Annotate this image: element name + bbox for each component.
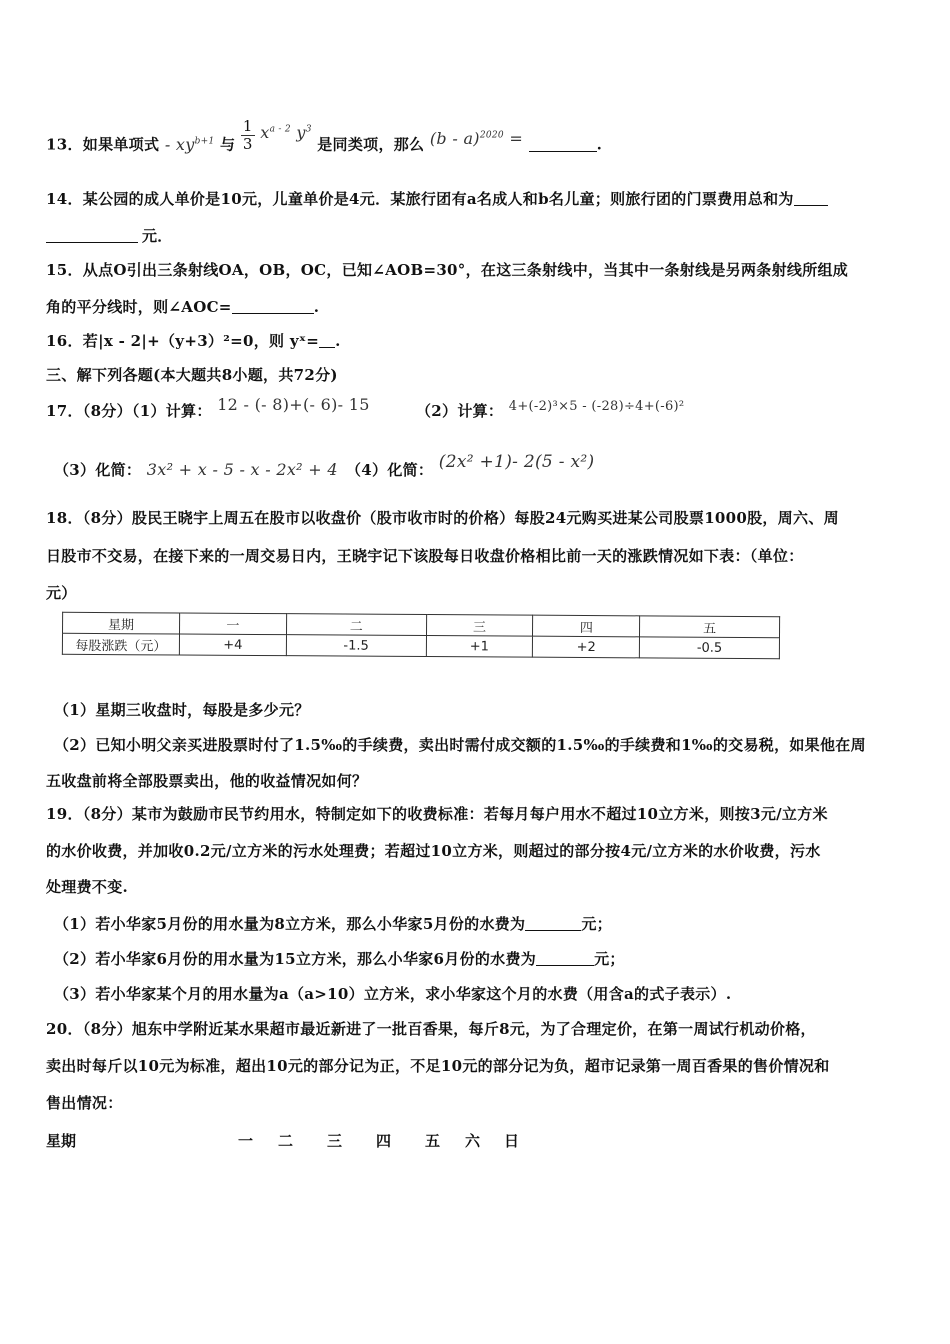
question-16: 16．若|x - 2|+（y+3）²=0，则 yˣ= .	[46, 332, 341, 350]
q19-sub1-answer-blank[interactable]	[525, 916, 581, 931]
table-cell: 五	[640, 616, 780, 638]
weekday-item: 一	[238, 1132, 254, 1150]
q15-answer-blank[interactable]	[232, 299, 314, 314]
question-14-line-1: 14．某公园的成人单价是10元，儿童单价是4元．某旅行团有a名成人和b名儿童；则旅行团的门票费用总和为	[46, 188, 828, 209]
question-18-line-1: 18．（8分）股民王晓宇上周五在股市以收盘价（股市收市时的价格）每股24元购买进某公司股票1000股，周六、周	[46, 509, 839, 527]
table-cell: +2	[533, 636, 640, 658]
question-18-line-2: 日股市不交易，在接下来的一周交易日内，王晓宇记下该股每日收盘价格相比前一天的涨跌情况如下表：（单位：	[46, 547, 804, 565]
question-17-part-4: （4）化简： (2x² +1)- 2(5 - x²)	[346, 452, 595, 479]
weekday-item: 三	[327, 1132, 343, 1150]
q13-fraction: $\frac{1}{3}$	[242, 117, 253, 153]
q13-same-type: 是同类项，那么	[317, 135, 425, 154]
weekday-item: 二	[278, 1132, 294, 1150]
question-18-sub-2-line-1: （2）已知小明父亲买进股票时付了1.5‰的手续费，卖出时需付成交额的1.5‰的手续费和1‰的交易税，如果他在周	[54, 736, 866, 754]
table-cell: +1	[426, 636, 533, 658]
question-15-line-1: 15．从点O引出三条射线OA，OB，OC，已知∠AOB=30°，在这三条射线中，当其中一条射线是另两条射线所组成	[46, 261, 849, 279]
question-17-row-1: 17．（8分）（1）计算： 12 - (- 8)+(- 6)- 15	[46, 395, 370, 420]
question-20-line-2: 卖出时每斤以10元为标准，超出10元的部分记为正，不足10元的部分记为负，超市记录第一周百香果的售价情况和	[46, 1057, 830, 1075]
table-cell: 每股涨跌（元）	[62, 633, 179, 655]
question-17-part-2: （2）计算： 4+(-2)³×5 - (-28)÷4+(-6)²	[416, 399, 685, 420]
q13-lead: 13．如果单项式	[46, 135, 160, 154]
table-cell: 星期	[63, 612, 180, 634]
q16-answer-blank[interactable]	[319, 333, 335, 348]
question-19-sub-1: （1）若小华家5月份的用水量为8立方米，那么小华家5月份的水费为 元；	[54, 915, 612, 933]
weekday-item: 四	[376, 1132, 392, 1150]
table-cell: 四	[533, 615, 640, 637]
question-17-part-3: （3）化简： 3x² + x - 5 - x - 2x² + 4	[54, 460, 338, 479]
q13-answer-blank[interactable]	[529, 137, 597, 152]
question-20-line-1: 20．（8分）旭东中学附近某水果超市最近新进了一批百香果，每斤8元，为了合理定价，在第一周试行机动价格，	[46, 1020, 816, 1038]
q17-expr-1: 12 - (- 8)+(- 6)- 15	[217, 395, 370, 414]
stock-change-table	[62, 612, 780, 659]
question-19-line-3: 处理费不变.	[46, 878, 129, 896]
q13-monomial-1: - $xy^{b+1}$	[164, 134, 215, 154]
q17-expr-2: 4+(-2)³×5 - (-28)÷4+(-6)²	[508, 399, 685, 414]
q19-sub2-answer-blank[interactable]	[536, 951, 594, 966]
q13-with: 与	[220, 135, 236, 154]
section-3-title: 三、解下列各题(本大题共8小题，共72分)	[46, 366, 338, 384]
question-19-sub-2: （2）若小华家6月份的用水量为15立方米，那么小华家6月份的水费为 元；	[54, 950, 625, 968]
weekday-item: 六	[465, 1132, 481, 1150]
q14-answer-blank-a[interactable]	[794, 191, 828, 206]
table-cell: 一	[180, 613, 287, 635]
question-18-sub-1: （1）星期三收盘时，每股是多少元？	[54, 701, 310, 719]
table-cell: 三	[426, 615, 533, 637]
q17-expr-4: (2x² +1)- 2(5 - x²)	[438, 452, 595, 472]
q13-monomial-2: $x^{a - 2}$ $y^3$	[260, 122, 312, 142]
weekday-item: 日	[504, 1132, 520, 1150]
question-15-line-2: 角的平分线时，则∠AOC= .	[46, 298, 320, 316]
table-row	[62, 633, 779, 658]
table-cell: -1.5	[286, 635, 426, 657]
question-18-sub-2-line-2: 五收盘前将全部股票卖出，他的收益情况如何？	[46, 772, 368, 790]
q17-expr-3: 3x² + x - 5 - x - 2x² + 4	[146, 460, 338, 479]
question-14-line-2: 元．	[46, 225, 173, 246]
table-cell: 二	[286, 614, 426, 636]
table-cell: +4	[179, 634, 286, 656]
weekday-item: 五	[425, 1132, 441, 1150]
q13-expression: (b - a)$^{2020}$ =	[429, 128, 524, 148]
question-20-line-3: 售出情况：	[46, 1094, 123, 1112]
table-cell: -0.5	[640, 637, 780, 659]
weekday-label: 星期	[46, 1132, 77, 1150]
question-19-line-1: 19．（8分）某市为鼓励市民节约用水，特制定如下的收费标准：若每月每户用水不超过10立方米，则按3元/立方米	[46, 805, 828, 823]
question-18-line-3: 元）	[46, 584, 77, 602]
question-19-sub-3: （3）若小华家某个月的用水量为a（a>10）立方米，求小华家这个月的水费（用含a的式子表示）.	[54, 985, 732, 1003]
question-13: 13．如果单项式 - $xy^{b+1}$ 与 $\frac{1}{3}$ $x^{a - 2}$ $y^3$ 是同类项，那么 (b - a)$^{2020}$ = .	[46, 117, 603, 154]
q14-answer-blank-b[interactable]	[46, 228, 138, 243]
question-19-line-2: 的水价收费，并加收0.2元/立方米的污水处理费；若超过10立方米，则超过的部分按4元/立方米的水价收费，污水	[46, 842, 821, 860]
